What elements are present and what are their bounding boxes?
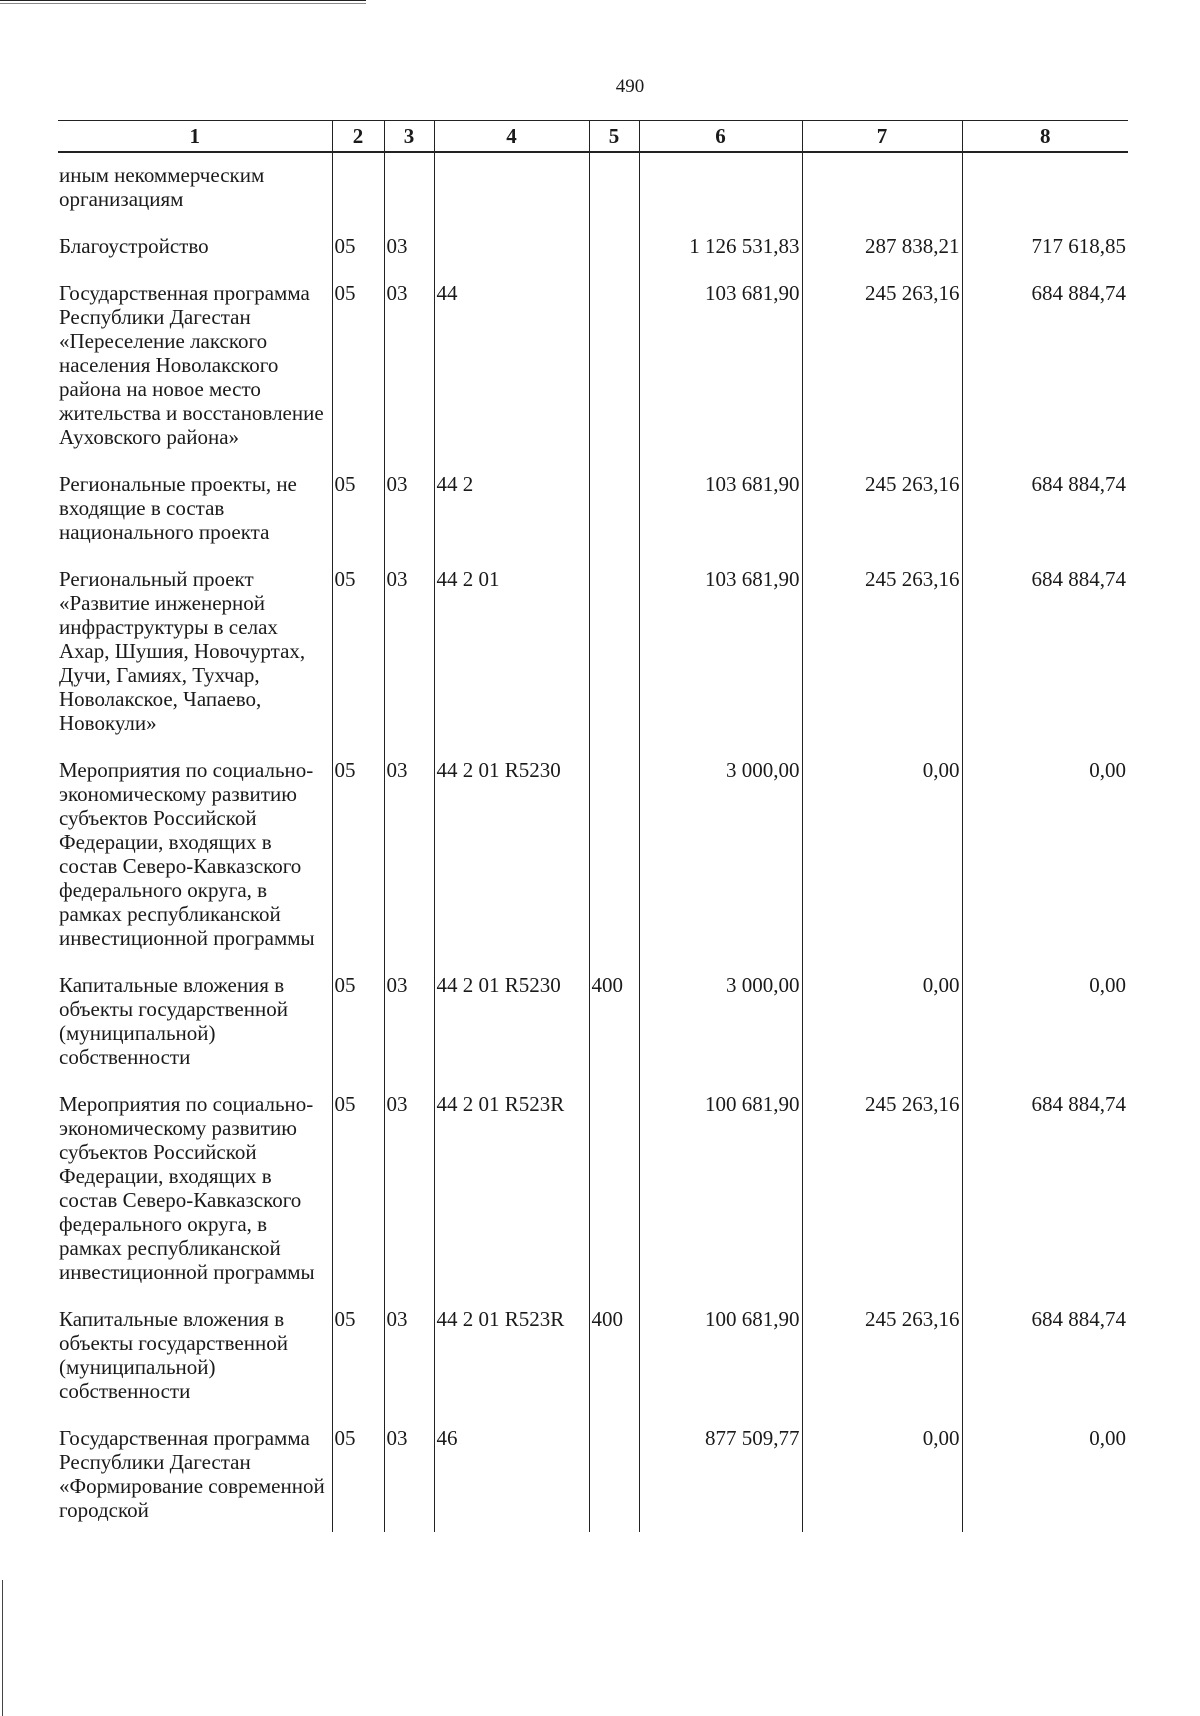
amount-col-6: 1 126 531,83 [639, 229, 802, 276]
subsection-code: 03 [384, 562, 434, 753]
subsection-code: 03 [384, 968, 434, 1087]
section-code [332, 152, 384, 229]
subsection-code: 03 [384, 1302, 434, 1421]
subsection-code: 03 [384, 229, 434, 276]
row-name: иным некоммерческим организациям [59, 163, 265, 211]
table-body [58, 152, 1128, 1532]
expense-type-code [589, 1087, 639, 1302]
table-row [58, 276, 1128, 467]
column-header-8: 8 [962, 121, 1128, 153]
column-header-2: 2 [332, 121, 384, 153]
amount-col-7: 0,00 [802, 968, 962, 1087]
subsection-code [384, 152, 434, 229]
expense-type-code [589, 753, 639, 968]
expense-type-code [589, 276, 639, 467]
amount-col-7: 245 263,16 [802, 276, 962, 467]
expense-type-code [589, 562, 639, 753]
amount-col-7: 245 263,16 [802, 1087, 962, 1302]
amount-col-8: 684 884,74 [962, 1087, 1128, 1302]
expense-type-code [589, 467, 639, 562]
target-article-code: 44 2 01 R523R [434, 1302, 589, 1421]
top-border-line [0, 0, 366, 1]
amount-col-7: 245 263,16 [802, 562, 962, 753]
column-header-4: 4 [434, 121, 589, 153]
expense-type-code [589, 229, 639, 276]
table-row [58, 1087, 1128, 1302]
amount-col-7: 0,00 [802, 753, 962, 968]
amount-col-8: 684 884,74 [962, 467, 1128, 562]
row-name: Капитальные вложения в объекты государственной (муниципальной) собственности [59, 973, 288, 1069]
section-code: 05 [332, 562, 384, 753]
target-article-code: 44 2 01 [434, 562, 589, 753]
subsection-code: 03 [384, 1087, 434, 1302]
amount-col-6: 100 681,90 [639, 1302, 802, 1421]
left-scan-edge [2, 1580, 3, 1716]
table-row [58, 753, 1128, 968]
row-name: Государственная программа Республики Дагестан «Переселение лакского населения Новолакского района на новое место жительства и восстановление Ауховского района» [59, 281, 324, 449]
top-border-line-secondary [0, 3, 366, 4]
section-code: 05 [332, 1421, 384, 1532]
amount-col-8: 0,00 [962, 753, 1128, 968]
section-code: 05 [332, 753, 384, 968]
table-row [58, 1302, 1128, 1421]
target-article-code: 44 2 01 R5230 [434, 968, 589, 1087]
header-row [58, 121, 1128, 153]
amount-col-6: 103 681,90 [639, 467, 802, 562]
subsection-code: 03 [384, 276, 434, 467]
target-article-code [434, 152, 589, 229]
amount-col-8: 684 884,74 [962, 276, 1128, 467]
amount-col-7: 245 263,16 [802, 1302, 962, 1421]
subsection-code: 03 [384, 753, 434, 968]
amount-col-6: 103 681,90 [639, 276, 802, 467]
row-name: Региональные проекты, не входящие в состав национального проекта [59, 472, 297, 544]
table-row [58, 1421, 1128, 1532]
section-code: 05 [332, 1087, 384, 1302]
subsection-code: 03 [384, 1421, 434, 1532]
expense-type-code: 400 [589, 968, 639, 1087]
amount-col-8: 717 618,85 [962, 229, 1128, 276]
subsection-code: 03 [384, 467, 434, 562]
amount-col-6 [639, 152, 802, 229]
amount-col-7: 245 263,16 [802, 467, 962, 562]
page-number: 490 [615, 76, 645, 97]
amount-col-6: 100 681,90 [639, 1087, 802, 1302]
section-code: 05 [332, 467, 384, 562]
column-header-5: 5 [589, 121, 639, 153]
expense-type-code [589, 152, 639, 229]
target-article-code: 44 2 [434, 467, 589, 562]
amount-col-6: 877 509,77 [639, 1421, 802, 1532]
amount-col-8: 684 884,74 [962, 1302, 1128, 1421]
amount-col-8: 0,00 [962, 968, 1128, 1087]
target-article-code: 44 [434, 276, 589, 467]
target-article-code: 46 [434, 1421, 589, 1532]
column-header-3: 3 [384, 121, 434, 153]
amount-col-6: 3 000,00 [639, 753, 802, 968]
amount-col-8 [962, 152, 1128, 229]
row-name: Мероприятия по социально-экономическому развитию субъектов Российской Федерации, входящих в состав Северо-Кавказского федерального округа, в рамках республиканской инвестиционной программы [59, 1092, 315, 1284]
table-row [58, 968, 1128, 1087]
amount-col-7 [802, 152, 962, 229]
amount-col-7: 0,00 [802, 1421, 962, 1532]
table-row [58, 229, 1128, 276]
row-name: Региональный проект «Развитие инженерной инфраструктуры в селах Ахар, Шушия, Новочуртах, Дучи, Гамиях, Тухчар, Новолакское, Чапаево, Новокули» [59, 567, 306, 735]
row-name: Капитальные вложения в объекты государственной (муниципальной) собственности [59, 1307, 288, 1403]
target-article-code: 44 2 01 R5230 [434, 753, 589, 968]
row-name: Благоустройство [59, 234, 209, 258]
section-code: 05 [332, 229, 384, 276]
section-code: 05 [332, 968, 384, 1087]
expense-type-code: 400 [589, 1302, 639, 1421]
target-article-code: 44 2 01 R523R [434, 1087, 589, 1302]
column-header-6: 6 [639, 121, 802, 153]
column-header-7: 7 [802, 121, 962, 153]
table-row [58, 467, 1128, 562]
table-row [58, 152, 1128, 229]
section-code: 05 [332, 276, 384, 467]
budget-table [58, 120, 1128, 1532]
column-header-1: 1 [58, 121, 332, 153]
amount-col-8: 684 884,74 [962, 562, 1128, 753]
amount-col-8: 0,00 [962, 1421, 1128, 1532]
expense-type-code [589, 1421, 639, 1532]
amount-col-7: 287 838,21 [802, 229, 962, 276]
target-article-code [434, 229, 589, 276]
row-name: Государственная программа Республики Дагестан «Формирование современной городской [59, 1426, 325, 1522]
table-row [58, 562, 1128, 753]
table-header [58, 121, 1128, 153]
row-name: Мероприятия по социально-экономическому развитию субъектов Российской Федерации, входящих в состав Северо-Кавказского федерального округа, в рамках республиканской инвестиционной программы [59, 758, 315, 950]
amount-col-6: 103 681,90 [639, 562, 802, 753]
amount-col-6: 3 000,00 [639, 968, 802, 1087]
section-code: 05 [332, 1302, 384, 1421]
